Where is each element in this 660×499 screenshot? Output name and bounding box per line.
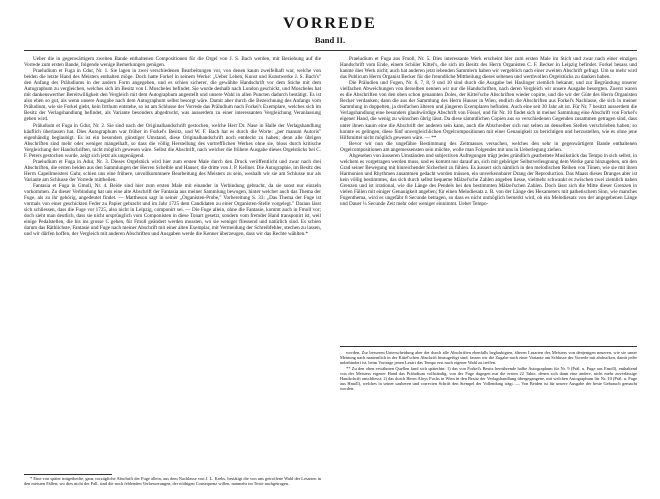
right-paragraph: Praeludium et Fuga aus Fmoll, Nr. 5. Dies interessante Werk erscheint hier zum ersten Male im Stich und zwar nach einer einzigen Handschrift vom Ende, einem Schüler Kittel's, die sich im Besitz des Herrn Organisten C. F. Becker in Leipzig befindet. Forkel besass und kannte dies Werk nicht; auch hat anderen jetzt lebenden Sammlern haben wir vergeblich nach einer zweiten Abschrift gefragt. Um so mehr wird das Publicum Herrn Organist Becker für die freundliche Mittheilung dieses seltenen und werthvollen Orgelstücks zu danken haben. [340, 56, 637, 81]
left-paragraph: Präludium et Fuga in Gdur, Nr. 2. Sie sind nach der Originalhandschrift gestochen, welche Herr Dr. Nase in Halle der Verlagshandlung käuflich überlassen hat. Dies Autographum war früher in Forkel's Besitz, und W. F. Bach hat es durch die Worte: „per manum Autoris" eigenhändig beglaubigt. Es ist ein besonders günstiger Umstand, diese Originalhandschrift noch entdeckt zu haben; denn alle übrigen Abschriften sind mehr oder weniger mangelhaft, so dass die völlig Herstellung des vortrefflichen Werkes ohne sie, bloss durch kritische Vergleichung der Handschriften, nicht möglich gewesen wäre. Selbst die Abschrift, nach welcher die frühere Ausgabe dieses Orgelstücks bei C. F. Peters gestochen wurde, zeigt sich jetzt als ungenügend. [24, 122, 321, 159]
footnotes-right [340, 350, 637, 396]
right-paragraph: Die Präludien und Fugen, Nr. 6, 7, 8, 9 und 10 sind durch die Ausgabe bei Haslinger ziemlich bekannt, und zur Begründung unserer vielfachen Abweichungen von derselben nennen wir nur die Handschriften, nach deren Vergleich wir unsere Ausgabe besorgten. Zuerst waren es die Abschriften von den oben schon genannten Doles, der Kittel'sche Abschriften wieder copirte, und die wir der Güte des Herrn Organisten Becker verdanken; dann die aus der Sammlung des Herrn Hauser in Wien, endlich die Abschriften aus Forkel's Nachlasse, die sich in meiner Sammlung in doppelten, ja dreifachen älteren und jüngeren Exemplaren befinden. Auch eine seit 30 Jahr alt ist. Für Nr. 7 besitzt ausserdem die Verlagshandlung eine besonders glaubwürdige Abschrift von Fössel, und für Nr. 10 findet sich in meiner Sammlung eine Abschrift von Forkel's eigener Hand, die wenig zu wünschen übrig lässt. Da diese sämmtlichen Copien aus so verschiedenen Gegenden zusammen getragen sind, dass unter ihnen kaum eine die Abschrift der anderen sein kann, auch die Abschreiber sich nur selten an denselben Stellen verschrieben haben; so konnte es gelingen, diese fünf unvergleichlichen Orgelcompositionen mit einer Genauigkeit zu berichtigen und herzustellen, wie es ohne jene Hilfsmittel nicht möglich gewesen wäre. — ** [340, 80, 637, 141]
left-paragraph: Ueber die in gegenwärtigem zweiten Bande enthaltenen Compositionen für die Orgel von J. S. Bach werden, mit Beziehung auf die Vorrede zum ersten Bande, folgende wenige Bemerkungen genügen. [24, 56, 321, 69]
left-column [24, 56, 321, 481]
footnote: worden. Zur besseren Unterscheidung aber der durch alle Abschriften ebenfalls beglaubigten, älteren Lesarten des Meisters von denjenigen neueren, wie sie unser Meinung nach namentlich in der Kittel'schen Abschrift hinzugefügt sind, fassen wir die Zugabe nach einer Variante am Schlusse der Vorrede mit abdrucken, damit jeder unbehindert ist, beim Vortrage jenen Lesart das Tempo erst nach eigener Wahl zu treffen. [340, 350, 637, 366]
footnote: * Eine von später mitgetheilte, ganz vorzügliche Abschrift der Fuge allein, aus dem Nachlasse von J. L. Krebs, bestätigt die von uns getroffene Wahl der Lesarten in den meisten Fällen; wo dies nicht der Fall, sind die noch fehlenden Verbesserungen, der nöthigen Consequenz willen, nunmehr im Texte nachgetragen. [24, 476, 321, 487]
left-paragraph: Fantasia et Fuga in Gmoll, Nr. 4. Beide sind hier zum ersten Male mit einander in Verbindung gebracht, da sie sonst nur einzeln vorkommen. Zu dieser Verbindung hat uns eine alte Abschrift der Fantasia aus meiner Sammlung bewogen, hinter welcher auch das Thema der Fuge, als zu ihr gehörig, angedeutet findet. — Mattheson sagt in seiner „Organisten-Probe," Vorbereitung S. 33: „Das Thema der Fuge ist vormals von einer geschickten Feder zu Papier gebracht und im Jahr 1725 dem Candidaten zu einer Organisten-Stelle vorgelegt." Daraus lässt sich schliessen, dass die Fuge vor 1725, also nicht in Leipzig, componirt sei. — Die Fuge allein, ohne die Fantasie, kommt auch in Fmoll vor; doch sieht man deutlich, dass sie nicht ursprünglich vom Componisten in diese Tonart gesetzt, sondern vom fremder Hand transponirt ist, weil einige Pedalstellen, die bis ins grosse C gehen, für Fmoll geändert werden mussten, wo sie weniger fliessend und natürlich sind. Es schien darum das Räthlichste, Fantasie und Fuge nach meiner Abschrift mit einer alten Exemplar, mit Vermeidung der Schreibfehler, stechen zu lassen, und wir dürfen hoffen, der Vergleich mit anderen Abschriften und Ausgaben werde die Kenner überzeugen, dass wir das Rechte wählten.* [24, 182, 321, 238]
header-rule [24, 50, 637, 51]
page-title: VORREDE [283, 15, 377, 32]
right-paragraph: Bevor wir nun die ungefähre Bestimmung des Zeitmasses versuchen, welches den sehr in gegenwärtigem Bande enthaltenen Orgelcompositionen am angemessensten sein möchte, wolle man Folgendes mit uns in Ueberlegung ziehen. [340, 140, 637, 153]
left-paragraph: Praeludium et Fuga in Cdur, Nr. 1. Sie lagen in zwei verschiedenen Bearbeitungen vor, von denen kaum zweifelhaft war, welche von beiden die letzte Hand des Meisters enthalten möge. Doch hatte Forkel in seinem Werke: „Ueber Leben, Kunst und Kunstwerke J. S. Bach's" den Anfang des Präludiums in der andern Form angegeben, und es schien sicherer, die gewählte Handschrift vor dem Stiche mit dem Autographum zu vergleichen, welches sich im Besitz von I. Moscheles befindet. Sie wurde deshalb nach London geschickt, und Moscheles hat mit dankenswerther Bereitwilligkeit den Vergleich mit dem Autographum angestellt und unsere Wahl in allen Puncten dadurch bestätigt. Es ist also eben so gut, als wenn unsere Ausgabe nach dem Autographum selbst besorgt wäre. Damit aber durch die Bezeichnung des Anfangs vom Präludium, wie sie Forkel giebt, kein Irrthum entstehe, so ist am Schlusse der Vorrede das Präludium nach Forkel's Exemplare, welches sich im Besitz der Verlagshandlung befindet, als Variante besonders abgedruckt, was ausserdem zu einer interessanten Vergleichung Veranlassung geben wird. [24, 68, 321, 123]
footnote-rule-left [24, 474, 112, 475]
right-paragraph: Abgesehen von äusseren Umständen und subjectiven Aufregungen trägt jedes gründlich gearbeitete Musikstück das Tempo in sich selbst, in welchem es vorgetragen werden muss, und es kommt nur darauf an, sich mit gehöriger Selbstverleugnung dem Werke ganz hinzugeben, um den Grad seiner Bewegung mit hinreichender Sicherheit zu fühlen. Es äussert sich nämlich in den melodischen Reihen von Tönen, wie sie mit ihren Harmonien und Rhythmen zusammen gedacht worden müssen, ein unverkennbarer Drang der Reproduction. Das Maass dieses Dranges aber ist kein völlig bestimmtes, das sich durch selbst bequeme Mälzel'sche Zahlen angeben liesse, vielmehr schwankt es zwischen zwei ziemlich nahen Grenzen und ist irrational, wie die Länge des Pendels bei den bestimmten Mälzel'schen Zahlen. Doch lässt sich die Mitte dieser Grenzen in vielen Fällen mit einiger Genauigkeit angeben; für einen Melodiesatz z. B. von der Länge des Hexameters mit pathetischem Sinn, wie manches Fugenthema, wird es ungefähr 8 Secunde betragen, so dass es nicht unmöglich bemerkt wird, ob ein Melodiesatz von der angegebenen Länge und Dauer ¼ Secunde Zeit mehr oder weniger einnimmt. Ueber Tempo- [340, 152, 637, 208]
footnote: ** Zu den oben erwähnten Quellen fand sich späterhin: 1) das von Forkel's Besitz herrührende halbe Autographum für Nr. 9 (Präl. u. Fuge aus Emoll), enthaltend von der Meisters eigener Hand das Präludium vollständig, von der Fuge dagegen nur die ersten 22 Takte, denen sich dann eine andere, nicht mehr zuverlässige Handschrift anschliesst; 2) das durch Herrn Aloys Fuchs in Wien in den Besitz der Verlagshandlung übergegangene, mit welchen Autographum für Nr. 10 (Präl. u. Fuge aus Hmoll), welches in seiner sauberen und correcten Schrift den Stempel der Vollendung trägt. — Von Beiden ist für unsere Ausgabe der beste Gebrauch gemacht worden. [340, 365, 637, 392]
footnotes-left [24, 476, 321, 496]
volume-subtitle: Band II. [314, 35, 346, 45]
right-column [340, 56, 637, 344]
left-paragraph: Praeludium et Fuga in Adur, Nr. 3. Dieses Orgelstück wird hier zum ersten Male durch den Druck veröffentlicht und zwar nach drei Abschriften, die ersten beiden aus den Sammlungen der Herren Schelble und Hauser, die dritte von J. P. Kellner. Die Autographie, im Besitz des Herrn Capellmeisters Guhr, schien uns eine frühere, unvollkommnere Bearbeitung des Meisters zu sein, weshalb wir sie am Schlusse nur als Variante am Schlusse der Vorrede mittheilen. [24, 158, 321, 183]
footnote-rule-right [340, 346, 637, 347]
